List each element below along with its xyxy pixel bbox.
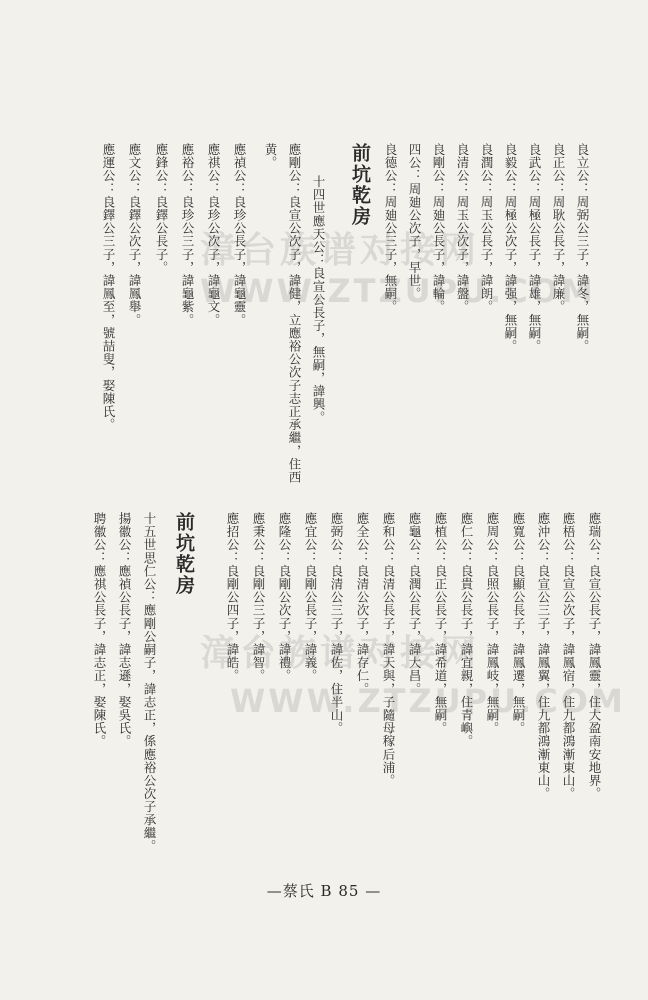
- genealogy-entry: 應仁公：良貴公長子，諱宜親，住青嶼。: [459, 512, 474, 748]
- genealogy-entry: 應秉公：良剛公三子，諱智。: [251, 512, 266, 683]
- genealogy-entry: 十五世思仁公：應剛公嗣子，諱志正，係應裕公次子承繼。: [142, 512, 157, 853]
- watermark-chinese: 漳台族谱对接网: [200, 230, 481, 271]
- genealogy-entry: 良武公：周極公長子，諱雄，無嗣。: [527, 143, 542, 353]
- section-heading: 前坑乾房: [173, 512, 195, 596]
- genealogy-entry: 良立公：周弼公三子，諱冬，無嗣。: [575, 143, 590, 353]
- genealogy-entry: 良德公：周廸公三子，無嗣。: [383, 143, 398, 314]
- genealogy-entry: 應梧公：良宣公次子，諱鳳宿，住九都鴻漸東山。: [561, 512, 576, 801]
- genealogy-entry: 應鋒公：良鐸公長子。: [154, 143, 169, 274]
- genealogy-entry: 良正公：周耿公長子，諱廉。: [551, 143, 566, 314]
- genealogy-entry: 應瑞公：良宣公長子，諱鳳靈，住大盈南安地界。: [587, 512, 602, 801]
- genealogy-entry: 良毅公：周極公次子，諱强，無嗣。: [503, 143, 518, 353]
- genealogy-entry: 應祺公：良珍公次子，諱龜文。: [206, 143, 221, 327]
- watermark-url: WWW.ZTZUPU.COM: [200, 272, 596, 310]
- genealogy-entry: 應剛公：良宣公次子，諱健，立應裕公次子志正承繼，住西: [287, 143, 302, 484]
- genealogy-entry: 應運公：良鐸公三子，諱鳳至，號喆叟，娶陳氏。: [101, 143, 116, 432]
- genealogy-entry-continuation: 黄。: [263, 143, 278, 170]
- genealogy-entry: 十四世應天公：良宣公長子，無嗣，諱興。: [311, 175, 326, 424]
- watermark-url: WWW.ZTZUPU.COM: [230, 682, 626, 720]
- genealogy-entry: 良剛公：周廸公長子，諱輪。: [431, 143, 446, 314]
- genealogy-entry: 應文公：良鐸公次子，諱鳳舉。: [127, 143, 142, 327]
- genealogy-entry: 應植公：良正公長子，諱希道，無嗣。: [433, 512, 448, 735]
- genealogy-entry: 聘徽公：應祺公長子，諱志正，娶陳氏。: [92, 512, 107, 748]
- genealogy-entry: 應寬公：良顯公長子，諱鳳遷，無嗣。: [511, 512, 526, 735]
- section-heading: 前坑乾房: [349, 143, 371, 227]
- genealogy-entry: 應全公：良清公次子，諱存仁。: [355, 512, 370, 696]
- watermark-chinese: 漳台族谱对接网: [200, 633, 481, 674]
- genealogy-entry: 應招公：良剛公四子，諱皓。: [225, 512, 240, 683]
- genealogy-entry: 應和公：良清公長子，諱天與，子隨母稼后浦。: [381, 512, 396, 788]
- genealogy-entry: 揚徽公：應禎公長子，諱志遜，娶吳氏。: [117, 512, 132, 748]
- genealogy-entry: 應裕公：良珍公三子，諱龜紫。: [180, 143, 195, 327]
- genealogy-entry: 應周公：良照公長子，諱鳳岐，無嗣。: [485, 512, 500, 735]
- genealogy-entry: 四公：周廸公次子，早世。: [407, 143, 422, 301]
- genealogy-entry: 應禎公：良珍公長子，諱龜靈。: [232, 143, 247, 327]
- page-number-footer: —蔡氏 B 85 —: [266, 882, 382, 900]
- genealogy-entry: 應隆公：良剛公次子，諱禮。: [277, 512, 292, 683]
- genealogy-entry: 應沖公：良宣公三子，諱鳳翼，住九都鴻漸東山。: [536, 512, 551, 801]
- genealogy-entry: 良清公：周玉公次子，諱盤。: [455, 143, 470, 314]
- genealogy-entry: 應弼公：良清公三子，諱佐，住半山。: [329, 512, 344, 735]
- genealogy-entry: 應宜公：良剛公長子，諱義。: [303, 512, 318, 683]
- genealogy-entry: 良潤公：周玉公長子，諱朗。: [479, 143, 494, 314]
- genealogy-entry: 應龜公：良潤公長子，諱大昌。: [407, 512, 422, 696]
